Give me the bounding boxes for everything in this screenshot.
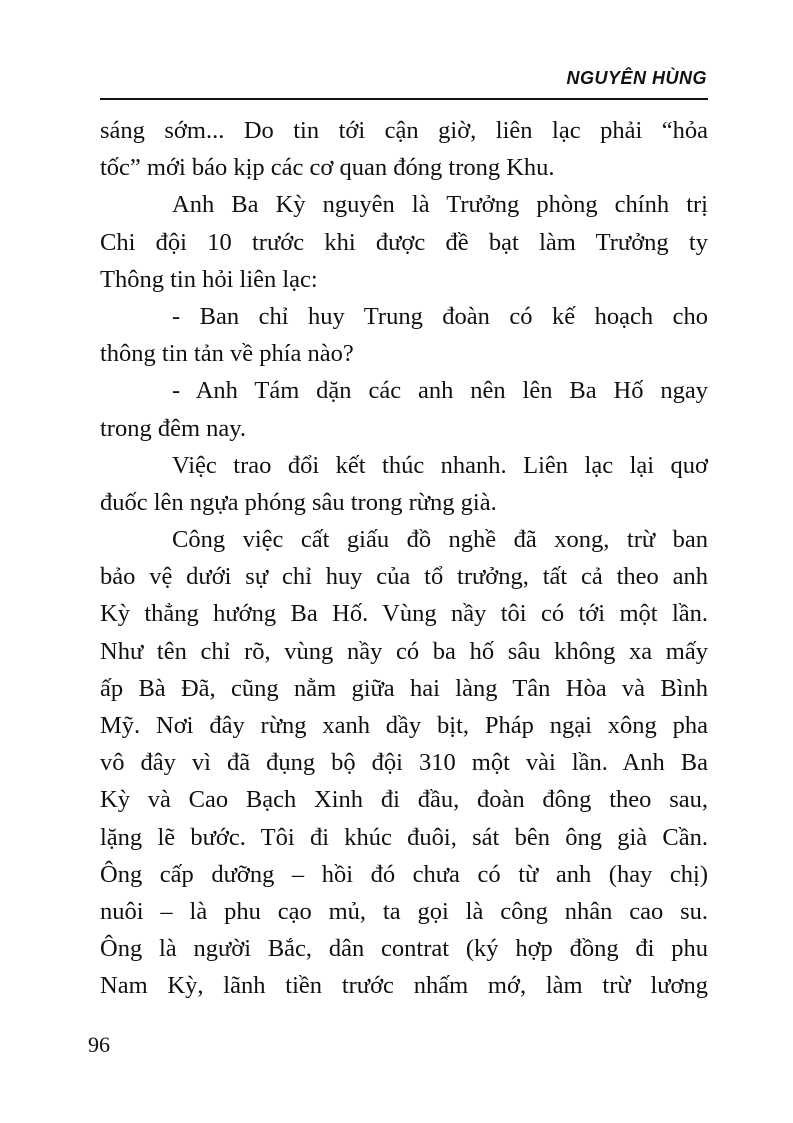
text-line: sáng sớm... Do tin tới cận giờ, liên lạc phải “hỏa [100,117,708,144]
text-line: Thông tin hỏi liên lạc: [100,265,318,293]
text-line: Công việc cất giấu đồ nghề đã xong, trừ ban [172,526,708,554]
text-line: lặng lẽ bước. Tôi đi khúc đuôi, sát bên ông già Cần. [100,823,708,851]
text-line: - Ban chỉ huy Trung đoàn có kế hoạch cho [172,302,708,330]
page-number: 96 [88,1032,110,1057]
text-line: Nam Kỳ, lãnh tiền trước nhấm mớ, làm trừ lương [100,972,708,1000]
text-line: vô đây vì đã đụng bộ đội 310 một vài lần. Anh Ba [100,749,708,777]
text-line: đuốc lên ngựa phóng sâu trong rừng già. [100,488,497,516]
body-text [100,112,708,1005]
text-line: Kỳ và Cao Bạch Xinh đi đầu, đoàn đông theo sau, [100,786,708,814]
text-line: Ông là người Bắc, dân contrat (ký hợp đồng đi phu [100,935,708,963]
text-line: Kỳ thẳng hướng Ba Hố. Vùng nầy tôi có tới một lần. [100,600,708,628]
header-rule [100,98,708,100]
text-line: Anh Ba Kỳ nguyên là Trưởng phòng chính trị [172,191,708,219]
text-line: ấp Bà Đã, cũng nằm giữa hai làng Tân Hòa và Bình [100,674,708,702]
text-line: Chi đội 10 trước khi được đề bạt làm Trưởng ty [100,228,708,256]
text-line: bảo vệ dưới sự chỉ huy của tổ trưởng, tất cả theo anh [100,563,708,591]
text-line: tốc” mới báo kịp các cơ quan đóng trong Khu. [100,154,555,182]
running-header: NGUYÊN HÙNG [566,68,707,88]
text-line: thông tin tản về phía nào? [100,340,354,368]
text-line: trong đêm nay. [100,414,247,442]
text-line: nuôi – là phu cạo mủ, ta gọi là công nhân cao su. [100,897,708,925]
text-line: - Anh Tám dặn các anh nên lên Ba Hố ngay [172,377,708,405]
text-line: Như tên chỉ rõ, vùng nầy có ba hố sâu không xa mấy [100,637,708,665]
text-line: Mỹ. Nơi đây rừng xanh dầy bịt, Pháp ngại xông pha [100,712,708,739]
text-line: Ông cấp dưỡng – hồi đó chưa có từ anh (hay chị) [100,860,708,888]
text-line: Việc trao đổi kết thúc nhanh. Liên lạc lại quơ [172,451,708,479]
